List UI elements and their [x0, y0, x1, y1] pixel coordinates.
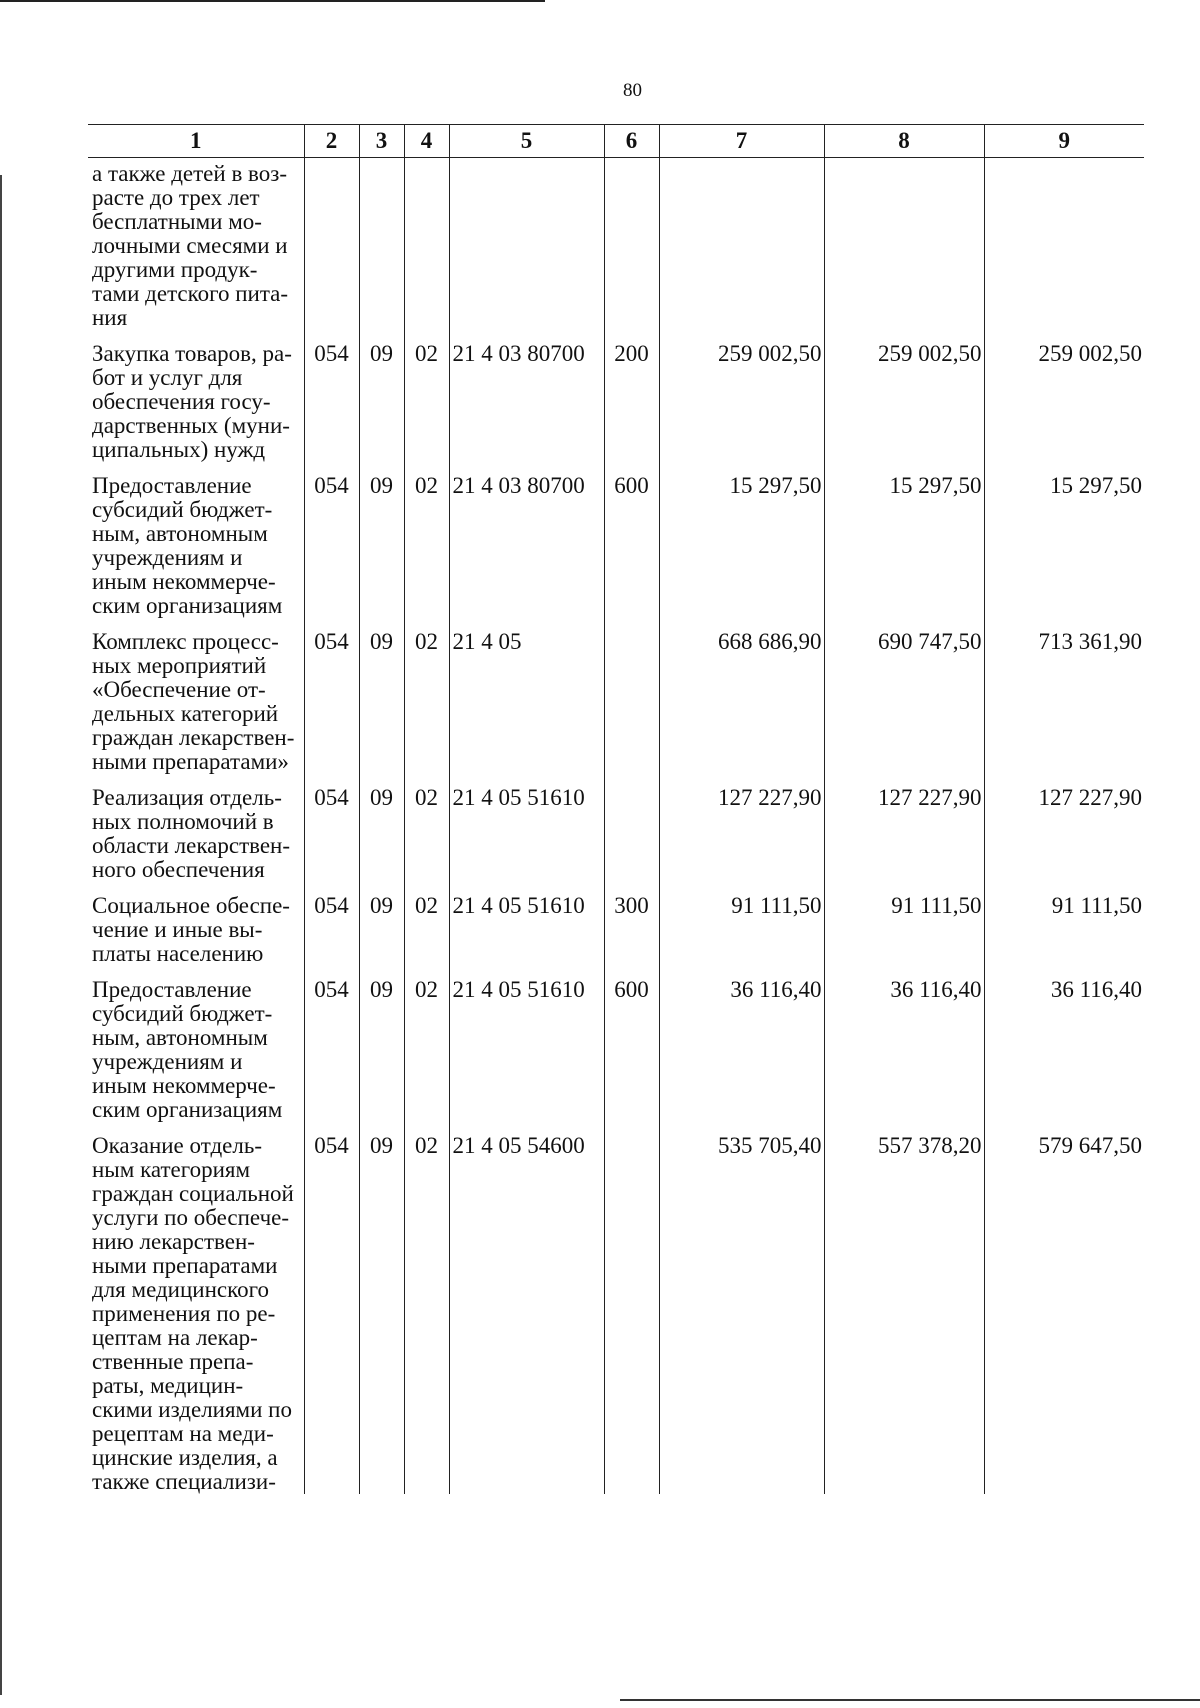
column-header: 4	[404, 125, 449, 158]
table-header-row	[88, 125, 1144, 158]
section-code-cell: 09	[359, 1124, 404, 1494]
amount-col7-cell: 127 227,90	[659, 776, 824, 884]
bottom-rule	[620, 1699, 1200, 1701]
amount-col9-cell: 15 297,50	[984, 464, 1144, 620]
amount-col9-cell: 91 111,50	[984, 884, 1144, 968]
column-header: 3	[359, 125, 404, 158]
table-row	[88, 884, 1144, 968]
amount-col7-cell: 91 111,50	[659, 884, 824, 968]
amount-col9-cell: 579 647,50	[984, 1124, 1144, 1494]
ministry-code-cell: 054	[304, 776, 359, 884]
table-row	[88, 332, 1144, 464]
amount-col8-cell: 557 378,20	[824, 1124, 984, 1494]
ministry-code-cell	[304, 158, 359, 333]
row-name-cell: Предоставление субсидий бюджет- ным, автономным учреждениям и иным некоммерче- ским организациям	[92, 977, 283, 1122]
table-row	[88, 464, 1144, 620]
page-number: 80	[623, 80, 642, 101]
amount-col8-cell: 127 227,90	[824, 776, 984, 884]
ministry-code-cell: 054	[304, 464, 359, 620]
table-row	[88, 968, 1144, 1124]
target-article-cell	[449, 158, 604, 333]
section-code-cell: 09	[359, 620, 404, 776]
subsection-code-cell: 02	[404, 776, 449, 884]
budget-table	[88, 124, 1144, 1494]
row-name-cell: Закупка товаров, ра- бот и услуг для обеспечения госу- дарственных (муни- ципальных) нужд	[92, 341, 292, 462]
column-header: 9	[984, 125, 1144, 158]
table-row	[88, 158, 1144, 333]
subsection-code-cell: 02	[404, 968, 449, 1124]
row-name-cell: Реализация отдель- ных полномочий в области лекарствен- ного обеспечения	[92, 785, 291, 882]
row-name-cell: Социальное обеспе- чение и иные вы- платы населению	[92, 893, 290, 966]
section-code-cell: 09	[359, 464, 404, 620]
column-header: 5	[449, 125, 604, 158]
amount-col9-cell: 127 227,90	[984, 776, 1144, 884]
amount-col7-cell: 259 002,50	[659, 332, 824, 464]
amount-col8-cell	[824, 158, 984, 333]
amount-col8-cell: 36 116,40	[824, 968, 984, 1124]
amount-col7-cell: 15 297,50	[659, 464, 824, 620]
subsection-code-cell: 02	[404, 1124, 449, 1494]
section-code-cell: 09	[359, 776, 404, 884]
amount-col8-cell: 15 297,50	[824, 464, 984, 620]
row-name-cell: Предоставление субсидий бюджет- ным, автономным учреждениям и иным некоммерче- ским организациям	[92, 473, 283, 618]
amount-col9-cell	[984, 158, 1144, 333]
expense-type-cell: 600	[604, 968, 659, 1124]
amount-col8-cell: 91 111,50	[824, 884, 984, 968]
column-header: 8	[824, 125, 984, 158]
ministry-code-cell: 054	[304, 332, 359, 464]
amount-col7-cell	[659, 158, 824, 333]
expense-type-cell: 600	[604, 464, 659, 620]
table-row	[88, 776, 1144, 884]
amount-col9-cell: 259 002,50	[984, 332, 1144, 464]
column-header: 7	[659, 125, 824, 158]
ministry-code-cell: 054	[304, 620, 359, 776]
subsection-code-cell: 02	[404, 884, 449, 968]
expense-type-cell: 300	[604, 884, 659, 968]
section-code-cell: 09	[359, 332, 404, 464]
column-header: 1	[88, 125, 304, 158]
row-name-cell: а также детей в воз- расте до трех лет бесплатными мо- лочными смесями и другими продук- тами детского пита- ния	[92, 161, 289, 330]
subsection-code-cell: 02	[404, 620, 449, 776]
subsection-code-cell: 02	[404, 332, 449, 464]
target-article-cell: 21 4 05 51610	[449, 776, 604, 884]
ministry-code-cell: 054	[304, 968, 359, 1124]
ministry-code-cell: 054	[304, 1124, 359, 1494]
table-row	[88, 620, 1144, 776]
expense-type-cell	[604, 776, 659, 884]
target-article-cell: 21 4 05	[449, 620, 604, 776]
column-header: 2	[304, 125, 359, 158]
section-code-cell: 09	[359, 884, 404, 968]
amount-col7-cell: 36 116,40	[659, 968, 824, 1124]
target-article-cell: 21 4 05 51610	[449, 968, 604, 1124]
subsection-code-cell: 02	[404, 464, 449, 620]
row-name-cell: Комплекс процесс- ных мероприятий «Обеспечение от- дельных категорий граждан лекарствен- ными препаратами»	[92, 629, 295, 774]
expense-type-cell	[604, 158, 659, 333]
amount-col8-cell: 259 002,50	[824, 332, 984, 464]
amount-col9-cell: 713 361,90	[984, 620, 1144, 776]
expense-type-cell: 200	[604, 332, 659, 464]
top-rule	[0, 0, 545, 2]
amount-col7-cell: 535 705,40	[659, 1124, 824, 1494]
target-article-cell: 21 4 05 51610	[449, 884, 604, 968]
ministry-code-cell: 054	[304, 884, 359, 968]
section-code-cell: 09	[359, 968, 404, 1124]
expense-type-cell	[604, 1124, 659, 1494]
amount-col9-cell: 36 116,40	[984, 968, 1144, 1124]
row-name-cell: Оказание отдель- ным категориям граждан социальной услуги по обеспече- нию лекарствен- ными препаратами для медицинского применения по ре- цептам на лекар- ственные препа- раты, медицин- скими изделиями по рецептам на меди- цинские изделия, а также специализи-	[92, 1133, 294, 1494]
target-article-cell: 21 4 05 54600	[449, 1124, 604, 1494]
amount-col7-cell: 668 686,90	[659, 620, 824, 776]
section-code-cell	[359, 158, 404, 333]
scan-left-edge	[0, 175, 2, 1695]
column-header: 6	[604, 125, 659, 158]
table-row	[88, 1124, 1144, 1494]
expense-type-cell	[604, 620, 659, 776]
subsection-code-cell	[404, 158, 449, 333]
target-article-cell: 21 4 03 80700	[449, 464, 604, 620]
amount-col8-cell: 690 747,50	[824, 620, 984, 776]
target-article-cell: 21 4 03 80700	[449, 332, 604, 464]
